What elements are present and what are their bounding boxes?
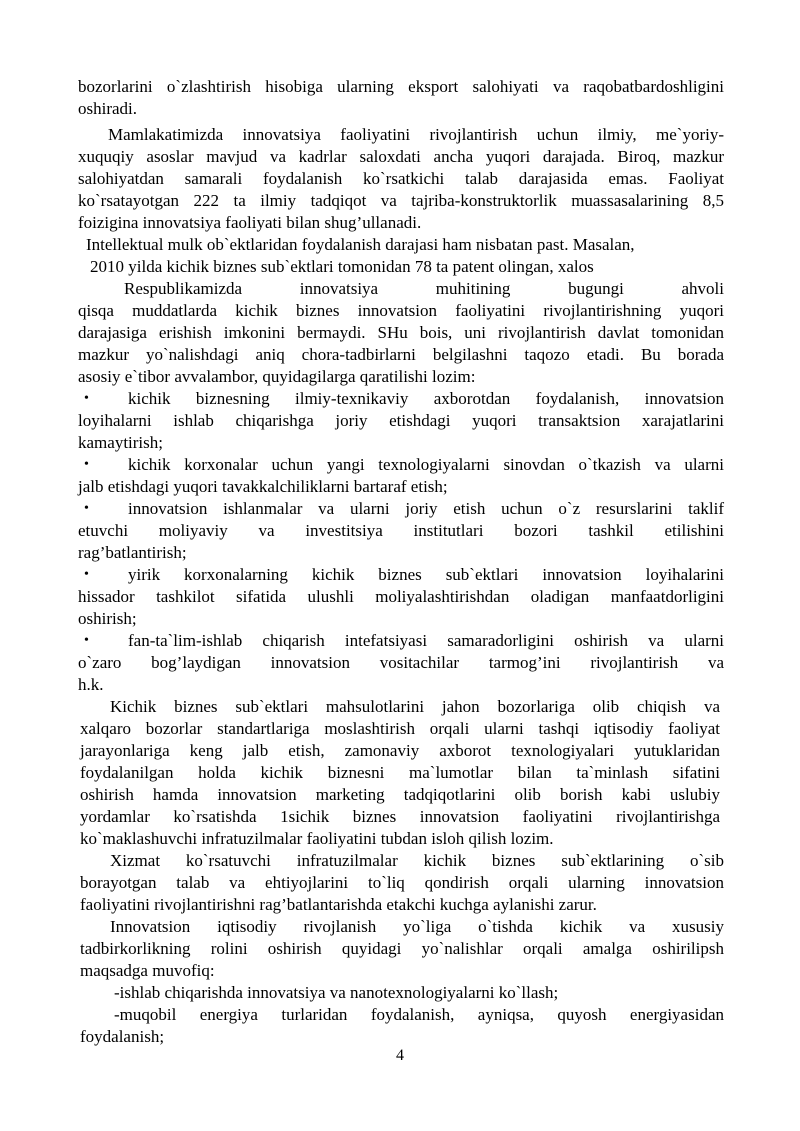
text-line: maqsadga muvofiq:	[80, 961, 215, 980]
text-line: tadbirkorlikning rolini oshirish quyidagi yo`nalishlar orqali amalga oshirilipsh	[80, 939, 724, 958]
text-line: ko`maklashuvchi infratuzilmalar faoliyatini tubdan isloh qilish lozim.	[80, 829, 554, 848]
list-item-line: jalb etishdagi yuqori tavakkalchiliklarni bartaraf etish;	[78, 477, 448, 496]
list-item-line: oshirish;	[78, 609, 137, 628]
list-item-line: kichik korxonalar uchun yangi texnologiyalarni sinovdan o`tkazish va ularni	[128, 455, 724, 474]
text-line: borayotgan talab va ehtiyojlarini to`liq qondirish orqali ularning innovatsion	[80, 873, 724, 892]
list-item-line: yirik korxonalarning kichik biznes sub`ektlari innovatsion loyihalarini	[128, 565, 724, 584]
text-line: ko`rsatayotgan 222 ta ilmiy tadqiqot va tajriba-konstruktorlik muassasalarining 8,5	[78, 191, 724, 210]
list-item-line: rag’batlantirish;	[78, 543, 187, 562]
list-item-line: innovatsion ishlanmalar va ularni joriy etish uchun o`z resurslarini taklif	[128, 499, 724, 518]
text-line: Innovatsion iqtisodiy rivojlanish yo`liga o`tishda kichik va xususiy	[110, 917, 724, 936]
text-line: foydalanilgan holda kichik biznesni ma`lumotlar bilan ta`minlash sifatini	[80, 763, 720, 782]
text-line: Mamlakatimizda innovatsiya faoliyatini rivojlantirish uchun ilmiy, me`yoriy-	[108, 125, 724, 144]
text-line: oshiradi.	[78, 99, 138, 118]
text-line: asosiy e`tibor avvalambor, quyidagilarga qaratilishi lozim:	[78, 367, 476, 386]
text-line: xuquqiy asoslar mavjud va kadrlar saloxdati ancha yuqori darajada. Biroq, mazkur	[78, 147, 724, 166]
text-line: Kichik biznes sub`ektlari mahsulotlarini jahon bozorlariga olib chiqish va	[110, 697, 720, 716]
text-line: Intellektual mulk ob`ektlaridan foydalanish darajasi ham nisbatan past. Masalan,	[86, 235, 635, 254]
text-line: oshirish hamda innovatsion marketing tadqiqotlarini olib borish kabi uslubiy	[80, 785, 720, 804]
text-line: foydalanish;	[80, 1027, 165, 1046]
text-line: darajasiga erishish imkonini bermaydi. SHu bois, uni rivojlantirish davlat tomonidan	[78, 323, 724, 342]
text-line: xalqaro bozorlar standartlariga moslashtirish orqali ularni tashqi iqtisodiy faoliyat	[80, 719, 720, 738]
text-line: 2010 yilda kichik biznes sub`ektlari tomonidan 78 ta patent olingan, xalos	[90, 257, 594, 276]
text-line: foizigina innovatsiya faoliyati bilan shug’ullanadi.	[78, 213, 422, 232]
bullet-icon: •	[84, 567, 89, 582]
text-line: bozorlarini o`zlashtirish hisobiga ularning eksport salohiyati va raqobatbardoshligini	[78, 77, 724, 96]
list-item-line: fan-ta`lim-ishlab chiqarish intefatsiyasi samaradorligini oshirish va ularni	[128, 631, 724, 650]
bullet-icon: •	[84, 633, 89, 648]
bullet-icon: •	[84, 391, 89, 406]
list-item-line: loyihalarni ishlab chiqarishga joriy etishdagi yuqori transaktsion xarajatlarini	[78, 411, 724, 430]
page-number: 4	[396, 1047, 404, 1064]
text-line: qisqa muddatlarda kichik biznes innovatsion faoliyatini rivojlantirishning yuqori	[78, 301, 724, 320]
list-item-line: o`zaro bog’laydigan innovatsion vositachilar tarmog’ini rivojlantirish va	[78, 653, 724, 672]
bullet-icon: •	[84, 501, 89, 516]
list-item-line: h.k.	[78, 675, 104, 694]
text-line: Respublikamizda innovatsiya muhitining bugungi ahvoli	[124, 279, 724, 298]
list-item-line: kichik biznesning ilmiy-texnikaviy axborotdan foydalanish, innovatsion	[128, 389, 724, 408]
text-line: yordamlar ko`rsatishda 1sichik biznes innovatsion faoliyatini rivojlantirishga	[80, 807, 720, 826]
list-item-line: etuvchi moliyaviy va investitsiya institutlari bozori tashkil etilishini	[78, 521, 724, 540]
text-line: salohiyatdan samarali foydalanish ko`rsatkichi talab darajasida emas. Faoliyat	[78, 169, 724, 188]
text-line: -muqobil energiya turlaridan foydalanish, ayniqsa, quyosh energiyasidan	[114, 1005, 724, 1024]
text-line: faoliyatini rivojlantirishni rag’batlantarishda etakchi kuchga aylanishi zarur.	[80, 895, 597, 914]
text-line: jarayonlariga keng jalb etish, zamonaviy axborot texnologiyalari yutuklaridan	[80, 741, 720, 760]
text-line: mazkur yo`nalishdagi aniq chora-tadbirlarni belgilashni taqozo etadi. Bu borada	[78, 345, 724, 364]
list-item-line: hissador tashkilot sifatida ulushli moliyalashtirishdan oladigan manfaatdorligini	[78, 587, 724, 606]
text-line: Xizmat ko`rsatuvchi infratuzilmalar kichik biznes sub`ektlarining o`sib	[110, 851, 724, 870]
bullet-icon: •	[84, 457, 89, 472]
list-item-line: kamaytirish;	[78, 433, 163, 452]
text-line: -ishlab chiqarishda innovatsiya va nanotexnologiyalarni ko`llash;	[114, 983, 559, 1002]
